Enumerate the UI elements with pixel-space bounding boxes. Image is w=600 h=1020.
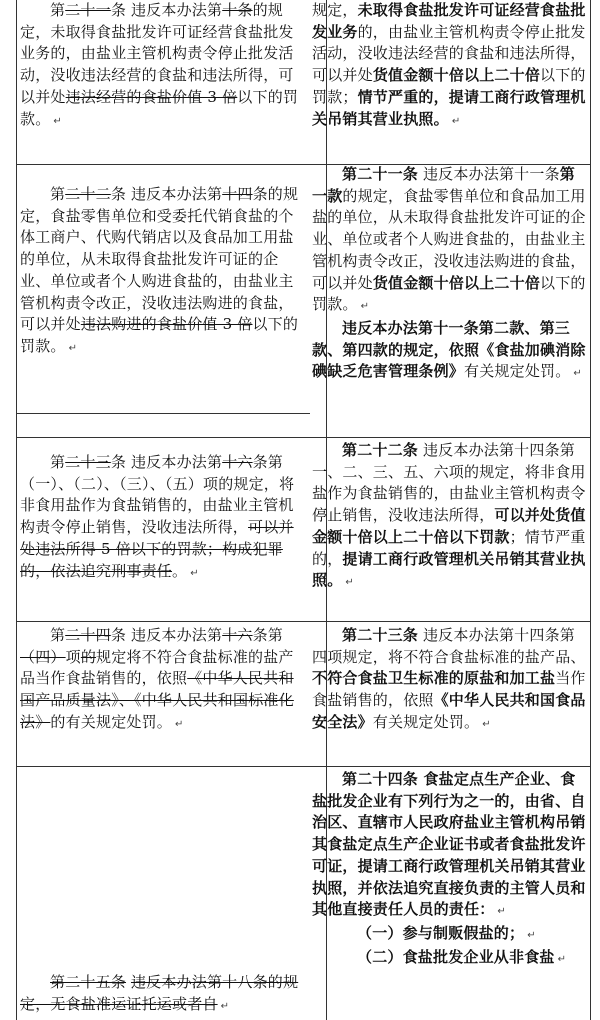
text-run: 以下的罚款。 bbox=[20, 87, 299, 128]
text-run: 有关规定处罚。 bbox=[372, 712, 480, 731]
text-run: 条 违反本办法第 bbox=[110, 453, 223, 471]
paragraph-mark-icon: ↵ bbox=[175, 718, 184, 730]
text-run: 第 bbox=[50, 626, 66, 644]
paragraph bbox=[312, 440, 586, 594]
paragraph-mark-icon: ↵ bbox=[360, 301, 370, 313]
new-article-23-cell bbox=[312, 625, 586, 765]
paragraph bbox=[312, 923, 586, 947]
deleted-text: 二十三 bbox=[65, 453, 111, 471]
text-run: ；情节严重的， bbox=[312, 527, 586, 568]
deleted-text: 二十一 bbox=[65, 1, 111, 19]
added-text: 货值金额十倍以上二十倍 bbox=[372, 273, 541, 292]
text-run: 第 bbox=[50, 185, 66, 203]
text-run: 第 bbox=[50, 1, 66, 19]
added-text: 未取得食盐批发许可证经营食盐批发业务 bbox=[312, 1, 586, 41]
added-text: 不符合食盐卫生标准的原盐和加工盐 bbox=[312, 669, 556, 688]
added-text: 第二十四条 食盐定点生产企业、食盐批发企业有下列行为之一的，由省、自治区、直辖市人民政府盐业主管机构吊销其食盐定点生产企业证书或者食盐批发许可证，提请工商行政管理机关吊销其营业执照，并依法追究直接负责的主管人员和其他直接责任人员的责任： bbox=[312, 770, 586, 919]
deleted-text: 违法购进的食盐价值 3 倍 bbox=[80, 315, 253, 334]
text-run: 条第（一）、（二）、（三）、（五）项的规定，将非食用盐作为食盐销售的，由盐业主管机构责令停止销售，没收违法所得， bbox=[20, 453, 295, 537]
paragraph bbox=[312, 947, 586, 971]
text-run: 条 违反本办法第 bbox=[110, 185, 223, 203]
text-run: 当作食盐销售的，依照 bbox=[312, 669, 586, 710]
text-run: 的规定，未取得食盐批发许可证经营食盐批发业务的，由盐业主管机构责令停止批发活动，没收违法经营的食盐和违法所得，可以并处 bbox=[20, 1, 294, 106]
added-text: 第二十三条 bbox=[342, 626, 419, 644]
paragraph bbox=[20, 452, 306, 584]
new-article-24-cell bbox=[312, 769, 586, 1020]
deleted-text: 十六 bbox=[222, 626, 253, 644]
paragraph-mark-icon: ↵ bbox=[527, 929, 536, 941]
paragraph bbox=[312, 318, 586, 385]
added-text: 第二十二条 bbox=[342, 441, 419, 459]
deleted-text: 二十二 bbox=[65, 185, 111, 203]
paragraph-mark-icon: ↵ bbox=[53, 115, 62, 127]
added-text: 情节严重的，提请工商行政管理机关吊销其营业执照。 bbox=[312, 87, 586, 128]
paragraph bbox=[20, 184, 306, 360]
row-divider bbox=[17, 413, 310, 414]
old-article-23-cell bbox=[20, 452, 306, 618]
deleted-text: 《中华人民共和国产品质量法》、《中华人民共和国标准化法》 bbox=[20, 669, 294, 731]
old-article-25-cell bbox=[20, 972, 306, 1020]
new-article-21-cell bbox=[312, 164, 586, 436]
row-divider bbox=[17, 437, 590, 438]
text-run: 违反本办法第十一条 bbox=[418, 165, 560, 183]
text-run: 第 bbox=[50, 453, 66, 471]
old-article-24-cell bbox=[20, 625, 306, 765]
added-text: 提请工商行政管理机关吊销其营业执照。 bbox=[312, 549, 586, 590]
paragraph-mark-icon: ↵ bbox=[573, 368, 583, 380]
paragraph-mark-icon: ↵ bbox=[68, 342, 78, 354]
text-run: 的规定，食盐零售单位和食品加工用盐的单位，从未取得食盐批发许可证的企业、单位或者个人购进食盐的，由盐业主管机构责令改正，没收违法购进的食盐，可以并处 bbox=[312, 186, 586, 292]
paragraph bbox=[20, 625, 306, 736]
paragraph bbox=[20, 972, 306, 1017]
deleted-text: 十四 bbox=[222, 185, 253, 203]
text-run: 。 bbox=[172, 561, 188, 580]
text-run: 条 违反本办法第 bbox=[110, 626, 223, 644]
added-text: 第一款 bbox=[312, 165, 575, 205]
paragraph bbox=[312, 625, 586, 736]
added-text: 《中华人民共和国食品安全法》 bbox=[312, 691, 586, 731]
paragraph bbox=[312, 0, 586, 132]
deleted-text: 违反本办法第十八条的规定，无食盐准运证托运或者自 bbox=[20, 973, 299, 1013]
deleted-text: （四） bbox=[20, 647, 66, 666]
paragraph-mark-icon: ↵ bbox=[482, 718, 491, 730]
old-article-21-cell bbox=[20, 0, 306, 162]
text-run: 违反本办法第十四条第四项规定，将不符合食盐标准的盐产品、 bbox=[312, 626, 586, 666]
text-run: 规定， bbox=[312, 1, 358, 19]
text-run: 以下的罚款。 bbox=[20, 315, 299, 355]
text-run: 条第 bbox=[252, 626, 283, 644]
paragraph-mark-icon: ↵ bbox=[451, 115, 461, 127]
deleted-text: 违法经营的食盐价值 3 倍 bbox=[65, 87, 238, 106]
row-divider bbox=[17, 621, 590, 622]
paragraph-mark-icon: ↵ bbox=[345, 577, 354, 589]
new-article-22-cell bbox=[312, 440, 586, 620]
deleted-text: 十条 bbox=[222, 1, 253, 19]
paragraph bbox=[20, 0, 306, 132]
text-run: 条的规定，食盐零售单位和受委托代销食盐的个体工商户、代购代销店以及食品加工用盐的单位，从未取得食盐批发许可证的企业、单位或者个人购进食盐的，由盐业主管机构责令改正，没收违法购进的食盐，可以并处 bbox=[20, 185, 299, 334]
deleted-text: 十六 bbox=[222, 453, 253, 471]
new-article-20-tail-cell bbox=[312, 0, 586, 162]
paragraph bbox=[312, 164, 586, 318]
text-run: 条 违反本办法第 bbox=[110, 1, 223, 19]
added-text: 违反本办法第十一条第二款、第三款、第四款的规定，依照《食盐加碘消除碘缺乏危害管理条例》 bbox=[312, 318, 586, 381]
paragraph-mark-icon: ↵ bbox=[190, 567, 199, 579]
added-text: 货值金额十倍以上二十倍 bbox=[372, 66, 541, 85]
added-text: （二）食盐批发企业从非食盐 bbox=[357, 947, 555, 966]
paragraph-mark-icon: ↵ bbox=[557, 953, 567, 965]
added-text: （一）参与制贩假盐的； bbox=[357, 923, 525, 942]
paragraph bbox=[312, 769, 586, 923]
added-text: 可以并处货值金额十倍以上二十倍以下罚款 bbox=[312, 506, 586, 546]
text-run: 以下的罚款； bbox=[312, 66, 586, 106]
text-run: 有关规定处罚。 bbox=[464, 362, 571, 381]
text-run: 以下的罚款。 bbox=[312, 273, 586, 314]
text-run: 的有关规定处罚。 bbox=[50, 712, 173, 731]
text-run: 违反本办法第十四条第一、二、三、五、六项的规定，将非食用盐作为食盐销售的，由盐业主管机构责令停止销售，没收违法所得， bbox=[312, 441, 586, 525]
deleted-text: 二十四 bbox=[65, 626, 111, 644]
text-run: 项 bbox=[65, 647, 81, 666]
text-run: 的，由盐业主管机构责令停止批发活动，没收违法经营的食盐和违法所得，可以并处 bbox=[312, 22, 586, 85]
old-article-22-cell bbox=[20, 184, 306, 410]
text-run: 规定将不符合食盐标准的盐产品当作食盐销售的，依照 bbox=[20, 647, 294, 688]
paragraph-mark-icon: ↵ bbox=[220, 1000, 230, 1012]
deleted-text: 的 bbox=[80, 647, 97, 666]
paragraph-mark-icon: ↵ bbox=[497, 906, 506, 918]
row-divider bbox=[17, 766, 590, 767]
deleted-text: 可以并处违法所得 5 倍以下的罚款；构成犯罪的，依法追究刑事责任 bbox=[20, 518, 294, 580]
added-text: 第二十一条 bbox=[342, 165, 419, 183]
deleted-text: 第二十五条 bbox=[50, 973, 127, 991]
